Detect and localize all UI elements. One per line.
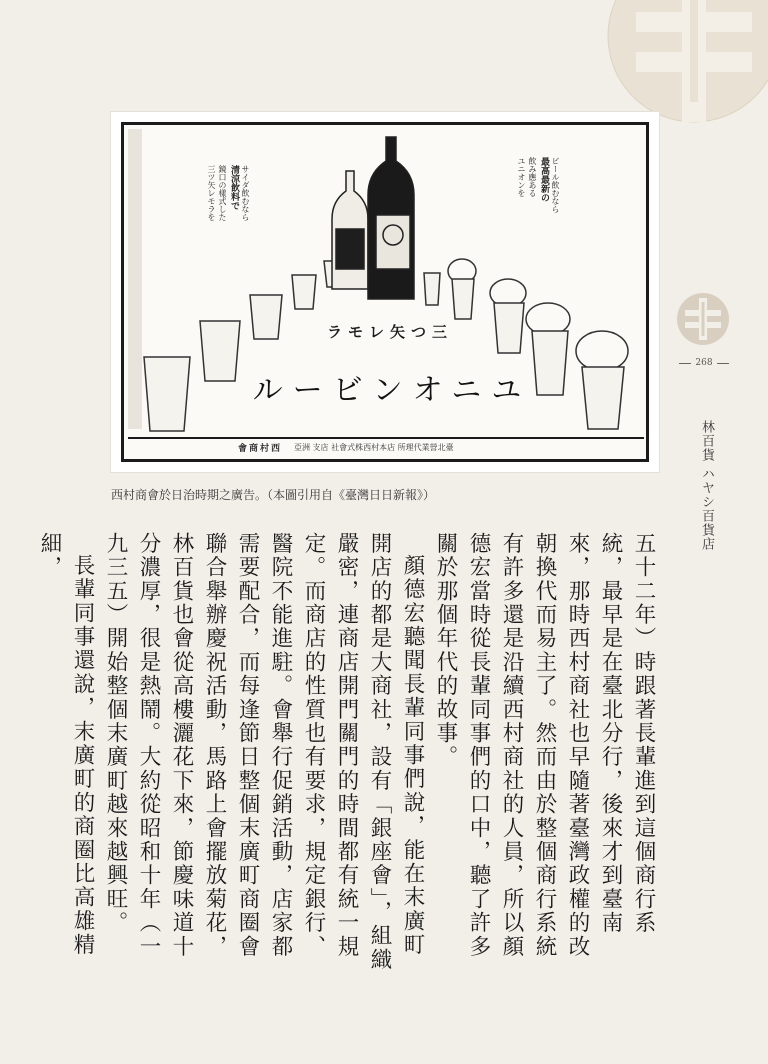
paragraph-3: 長輩同事還說，末廣町的商圈比高雄精細， xyxy=(37,532,95,957)
ad-note-right-line-3: 飲み應ある xyxy=(528,157,537,197)
page-number-rule-right xyxy=(717,363,729,364)
paragraph-1: 五十二年）時跟著長輩進到這個商行系統，最早是在臺北分行，後來才到臺南來，那時西村商社也早隨著臺灣政權的改朝換代而易主了。然而由於整個商行系統有許多還是沿續西村商社的人員，所以顏德宏當時從長輩同事們的口中，聽了許多關於那個年代的故事。 xyxy=(433,532,656,959)
body-text xyxy=(37,532,660,972)
beer-bottles xyxy=(332,137,414,299)
figure-caption: 西村商會於日治時期之廣告。（本圖引用自《臺灣日日新報》） xyxy=(111,488,436,502)
advertisement-note-right xyxy=(516,157,561,267)
advertisement-figure xyxy=(111,112,659,472)
ad-note-left-line-2: 清涼飲料で xyxy=(229,165,239,210)
ad-note-left-line-1: サイダ飲むなら xyxy=(241,165,250,221)
page-number-rule-left xyxy=(679,363,691,364)
newspaper-strip xyxy=(128,129,142,429)
ad-note-left-line-3: 鏡口の樣式した xyxy=(218,165,227,221)
advertisement-title: ルービンオニユ xyxy=(252,373,532,408)
ad-note-right-line-1: ビール飲むなら xyxy=(551,157,560,213)
advertisement-frame xyxy=(121,122,649,462)
emblem-watermark-icon xyxy=(596,0,768,128)
ad-note-left-line-4: 三ツ矢レモラを xyxy=(207,165,216,221)
advertisement-subtitle: ラモレ矢つ三 xyxy=(326,323,453,341)
advertisement-footer-detail: 亞洲 支店 社會式株西村本店 所理代業營北臺 xyxy=(294,442,454,452)
paragraph-2: 顏德宏聽聞長輩同事們說，能在末廣町開店的都是大商社，設有「銀座會」，組織嚴密，連商店開門關門的時間都有統一規定。而商店的性質也有要求，規定銀行、醫院不能進駐。會舉行促銷活動，店家都需要配合，而每逢節日整個末廣町商圈會聯合舉辦慶祝活動，馬路上會擺放菊花，林百貨也會從高樓灑花下來，節慶味道十分濃厚，很是熱鬧。大約從昭和十年（一九三五）開始整個末廣町越來越興旺。 xyxy=(103,532,425,972)
page-number xyxy=(676,356,732,370)
ad-note-right-line-4: ユニオンを xyxy=(517,157,526,197)
advertisement-note-left xyxy=(206,165,251,285)
page-number-text: 268 xyxy=(695,358,713,368)
ad-note-right-line-2: 最高最新の xyxy=(539,157,549,202)
running-title: 林百貨 ハヤシ百貨店 xyxy=(699,420,714,552)
advertisement-company: 會商村西 xyxy=(238,443,283,454)
advertisement-footer xyxy=(128,437,644,455)
emblem-side-icon xyxy=(676,292,730,346)
